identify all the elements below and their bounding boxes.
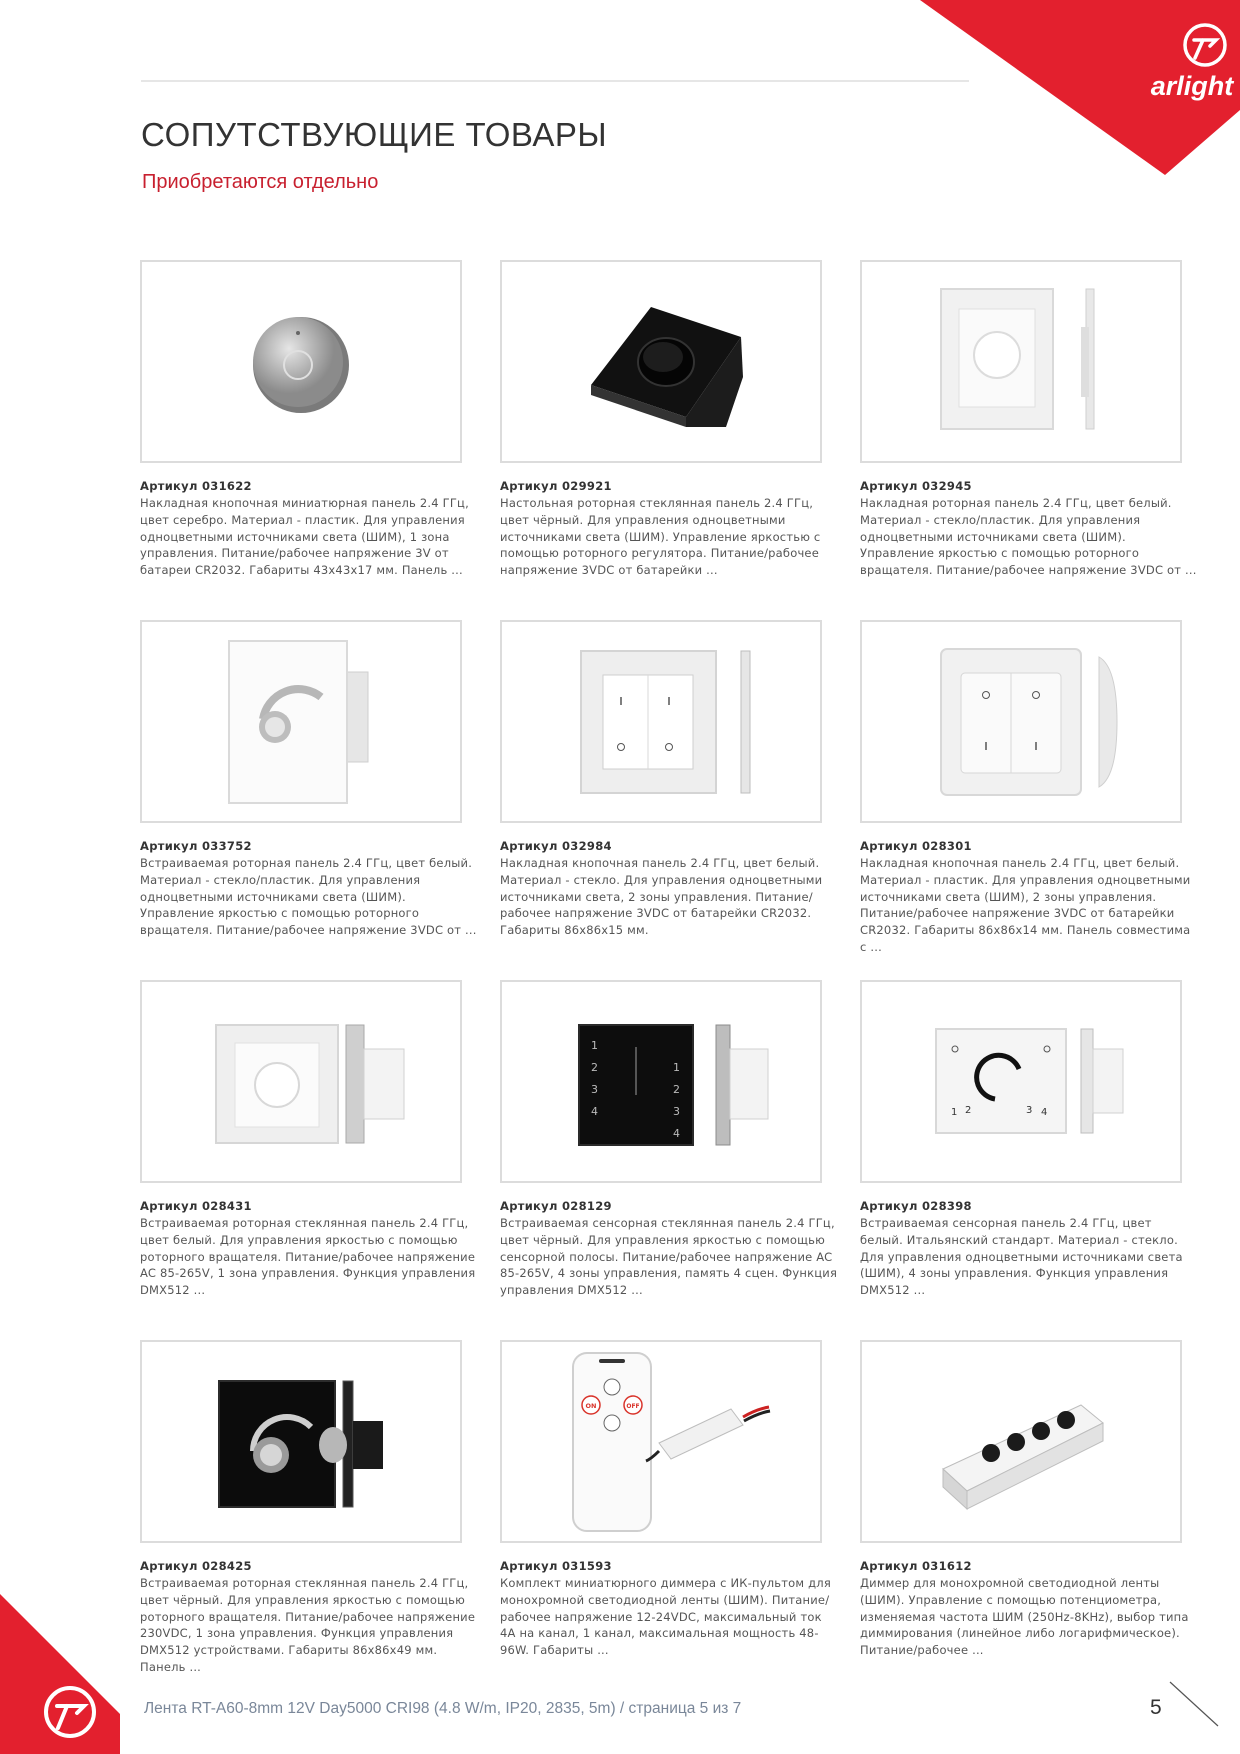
product-sku: Артикул 028425	[140, 1559, 252, 1573]
white-glass-button-panel-image	[511, 627, 811, 817]
product-description: Накладная кнопочная миниатюрная панель 2.4 ГГц, цвет серебро. Материал - пластик. Для управления одноцветными источниками света (ШИМ), 1 зона управления. Питание/рабочее напряжение 3V от батареи CR2032. Габариты 43x43x17 мм. Панель ...	[140, 496, 469, 578]
product-sku: Артикул 028431	[140, 1199, 252, 1213]
remote-on-label: ON	[585, 1401, 597, 1410]
product-card[interactable]	[500, 1340, 831, 1659]
product-sku: Артикул 029921	[500, 479, 612, 493]
touch-number: 4	[591, 1104, 598, 1118]
touch-number: 3	[673, 1104, 680, 1118]
silver-round-button-panel-image	[151, 267, 451, 457]
black-touch-panel-image	[511, 987, 811, 1177]
touch-number: 2	[591, 1060, 598, 1074]
product-photo[interactable]	[140, 260, 462, 463]
product-photo[interactable]	[140, 1340, 462, 1543]
product-sku: Артикул 032945	[860, 479, 972, 493]
product-sku: Артикул 033752	[140, 839, 252, 853]
product-description: Встраиваемая сенсорная панель 2.4 ГГц, цвет белый. Итальянский стандарт. Материал - стекло. Для управления одноцветными источниками света (ШИМ), 4 зоны управления. Функция управления DMX512 ...	[860, 1216, 1183, 1298]
product-card[interactable]	[500, 980, 838, 1299]
white-touch-ring-panel-image	[871, 987, 1171, 1177]
product-card[interactable]	[500, 620, 822, 939]
touch-number: 1	[673, 1060, 680, 1074]
remote-off-label: OFF	[626, 1402, 640, 1410]
product-sku: Артикул 028301	[860, 839, 972, 853]
product-sku: Артикул 031622	[140, 479, 252, 493]
black-glass-rotary-panel-image	[151, 1347, 451, 1537]
ir-remote-mini-dimmer-image	[511, 1347, 811, 1537]
product-photo[interactable]	[140, 980, 462, 1183]
ring-number: 2	[965, 1104, 972, 1116]
product-card[interactable]	[860, 980, 1182, 1299]
product-photo[interactable]	[860, 620, 1182, 823]
product-sku: Артикул 028129	[500, 1199, 612, 1213]
ring-number: 1	[951, 1106, 958, 1118]
product-card[interactable]	[140, 260, 469, 579]
product-card[interactable]	[140, 620, 477, 939]
product-description: Накладная кнопочная панель 2.4 ГГц, цвет белый. Материал - стекло. Для управления одноцветными источниками света, 2 зоны управления. Питание/рабочее напряжение 3VDC от батарейки CR2032. Габариты 86x86x15 мм.	[500, 856, 823, 938]
touch-number: 1	[591, 1038, 598, 1052]
footer-document-title: Лента RT-A60-8mm 12V Day5000 CRI98 (4.8 W/m, IP20, 2835, 5m) / страница 5 из 7	[144, 1700, 742, 1717]
product-description: Накладная роторная панель 2.4 ГГц, цвет белый. Материал - стекло/пластик. Для управления одноцветными источниками света (ШИМ). Управление яркостью с помощью роторного вращателя. Питание/рабочее напряжение 3VDC от ...	[860, 496, 1197, 578]
black-desk-rotary-panel-image	[511, 267, 811, 457]
product-photo[interactable]	[500, 260, 822, 463]
product-sku: Артикул 028398	[860, 1199, 972, 1213]
touch-number: 3	[591, 1082, 598, 1096]
product-photo[interactable]	[140, 620, 462, 823]
product-sku: Артикул 032984	[500, 839, 612, 853]
white-glass-rotary-panel-image	[151, 987, 451, 1177]
brand-corner-bottom	[0, 1594, 120, 1754]
touch-number: 2	[673, 1082, 680, 1096]
product-card[interactable]	[500, 260, 822, 579]
page-title: СОПУТСТВУЮЩИЕ ТОВАРЫ	[141, 116, 608, 153]
product-description: Настольная роторная стеклянная панель 2.4 ГГц, цвет чёрный. Для управления одноцветными источниками света (ШИМ). Управление яркостью с помощью роторного регулятора. Питание/рабочее напряжение 3VDC от батарейки ...	[500, 496, 821, 578]
page-number: 5	[1150, 1696, 1162, 1719]
product-photo[interactable]	[860, 980, 1182, 1183]
product-description: Встраиваемая сенсорная стеклянная панель 2.4 ГГц, цвет чёрный. Для управления яркостью с помощью сенсорной полосы. Питание/рабочее напряжение AC 85-265V, 4 зоны управления, память 4 сцен. Функция управления DMX512 ...	[500, 1216, 838, 1298]
product-description: Встраиваемая роторная стеклянная панель 2.4 ГГц, цвет белый. Для управления яркостью с помощью роторного вращателя. Питание/рабочее напряжение AC 85-265V, 1 зона управления. Функция управления DMX512 ...	[140, 1216, 476, 1298]
product-card[interactable]	[860, 620, 1191, 954]
white-plastic-button-panel-image	[871, 627, 1171, 817]
product-photo[interactable]	[500, 620, 822, 823]
product-photo[interactable]	[860, 1340, 1182, 1543]
product-sku: Артикул 031593	[500, 1559, 612, 1573]
product-card[interactable]	[860, 1340, 1189, 1659]
white-rotary-panel-image	[871, 267, 1171, 457]
page-subtitle: Приобретаются отдельно	[142, 171, 379, 193]
product-description: Накладная кнопочная панель 2.4 ГГц, цвет белый. Материал - пластик. Для управления одноцветными источниками света (ШИМ), 2 зоны управления. Питание/рабочее напряжение 3VDC от батарейки CR2032. Габариты 86x86x14 мм. Панель совместима с ...	[860, 856, 1191, 954]
touch-number: 4	[673, 1126, 680, 1140]
svg-text:arlight: arlight	[1150, 71, 1234, 101]
product-description: Встраиваемая роторная стеклянная панель 2.4 ГГц, цвет чёрный. Для управления яркостью с помощью роторного вращателя. Питание/рабочее напряжение 230VDC, 1 зона управления. Функция управления DMX512 устройствами. Габариты 86x86x49 мм. Панель ...	[140, 1576, 476, 1674]
brand-corner-logo	[920, 0, 1240, 175]
product-description: Диммер для монохромной светодиодной ленты (ШИМ). Управление с помощью потенциометра, изменяемая частота ШИМ (250Hz-8KHz), выбор типа диммирования (линейное либо логарифмическое). Питание/рабочее ...	[860, 1576, 1189, 1658]
product-sku: Артикул 031612	[860, 1559, 972, 1573]
white-built-in-rotary-panel-image	[151, 627, 451, 817]
product-photo[interactable]	[500, 1340, 822, 1543]
ring-number: 3	[1026, 1104, 1033, 1116]
product-card[interactable]	[140, 980, 476, 1299]
product-description: Встраиваемая роторная панель 2.4 ГГц, цвет белый. Материал - стекло/пластик. Для управления одноцветными источниками света (ШИМ). Управление яркостью с помощью роторного вращателя. Питание/рабочее напряжение 3VDC от ...	[140, 856, 477, 938]
product-photo[interactable]	[860, 260, 1182, 463]
product-photo[interactable]	[500, 980, 822, 1183]
ring-number: 4	[1041, 1106, 1048, 1118]
potentiometer-dimmer-box-image	[871, 1347, 1171, 1537]
product-description: Комплект миниатюрного диммера с ИК-пультом для монохромной светодиодной ленты (ШИМ). Питание/рабочее напряжение 12-24VDC, максимальный ток 4A на канал, 1 канал, максимальная мощность 48-96W. Габариты ...	[500, 1576, 831, 1658]
page-corner-slash	[1168, 1680, 1220, 1728]
product-card[interactable]	[140, 1340, 476, 1674]
product-card[interactable]	[860, 260, 1197, 579]
top-divider	[141, 80, 969, 82]
